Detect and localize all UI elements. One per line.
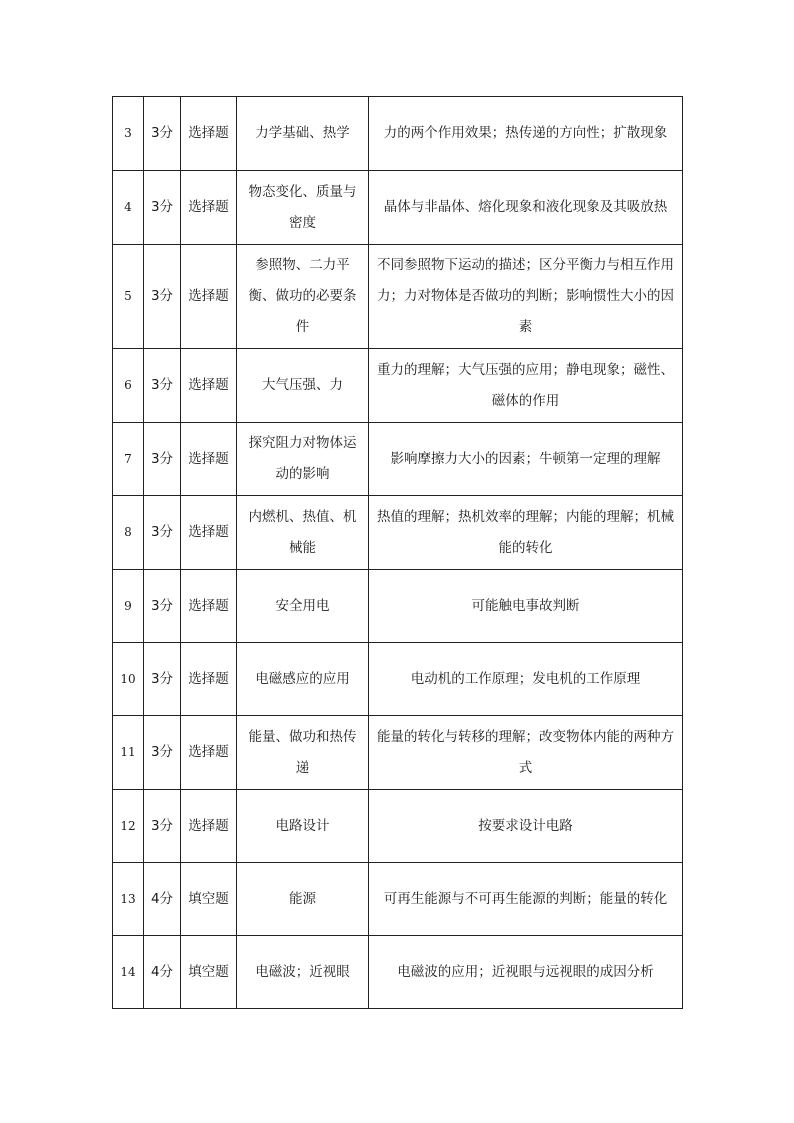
table-row: [113, 349, 683, 423]
question-score: 4分: [144, 863, 181, 936]
question-number: 11: [113, 716, 144, 790]
question-number: 13: [113, 863, 144, 936]
question-number: 12: [113, 790, 144, 863]
table-row: [113, 496, 683, 570]
assessment-points: 可再生能源与不可再生能源的判断；能量的转化: [369, 863, 683, 936]
question-number: 8: [113, 496, 144, 570]
question-number: 6: [113, 349, 144, 423]
knowledge-topic: 参照物、二力平衡、做功的必要条件: [237, 245, 369, 349]
table-row: [113, 423, 683, 496]
assessment-points: 可能触电事故判断: [369, 570, 683, 643]
assessment-points: 电磁波的应用；近视眼与远视眼的成因分析: [369, 936, 683, 1009]
assessment-points: 重力的理解；大气压强的应用；静电现象；磁性、磁体的作用: [369, 349, 683, 423]
question-type: 选择题: [181, 790, 237, 863]
question-type: 选择题: [181, 349, 237, 423]
question-type: 填空题: [181, 936, 237, 1009]
knowledge-topic: 安全用电: [237, 570, 369, 643]
question-number: 5: [113, 245, 144, 349]
assessment-points: 影响摩擦力大小的因素；牛顿第一定理的理解: [369, 423, 683, 496]
table-row: [113, 716, 683, 790]
question-number: 7: [113, 423, 144, 496]
knowledge-topic: 大气压强、力: [237, 349, 369, 423]
question-number: 14: [113, 936, 144, 1009]
knowledge-topic: 物态变化、质量与密度: [237, 171, 369, 245]
assessment-points: 电动机的工作原理；发电机的工作原理: [369, 643, 683, 716]
question-type: 选择题: [181, 643, 237, 716]
assessment-points: 力的两个作用效果；热传递的方向性；扩散现象: [369, 97, 683, 171]
question-number: 9: [113, 570, 144, 643]
knowledge-topic: 探究阻力对物体运动的影响: [237, 423, 369, 496]
assessment-points: 不同参照物下运动的描述；区分平衡力与相互作用力；力对物体是否做功的判断；影响惯性大小的因素: [369, 245, 683, 349]
table-row: [113, 936, 683, 1009]
question-type: 选择题: [181, 496, 237, 570]
question-number: 3: [113, 97, 144, 171]
question-score: 3分: [144, 349, 181, 423]
knowledge-topic: 电磁感应的应用: [237, 643, 369, 716]
knowledge-topic: 能量、做功和热传递: [237, 716, 369, 790]
assessment-points: 能量的转化与转移的理解；改变物体内能的两种方式: [369, 716, 683, 790]
table-row: [113, 863, 683, 936]
question-score: 3分: [144, 570, 181, 643]
question-type: 选择题: [181, 171, 237, 245]
question-score: 3分: [144, 245, 181, 349]
question-type: 选择题: [181, 245, 237, 349]
knowledge-topic: 力学基础、热学: [237, 97, 369, 171]
table-row: [113, 643, 683, 716]
knowledge-topic: 内燃机、热值、机械能: [237, 496, 369, 570]
assessment-points: 晶体与非晶体、熔化现象和液化现象及其吸放热: [369, 171, 683, 245]
table-row: [113, 790, 683, 863]
question-type: 选择题: [181, 423, 237, 496]
question-score: 3分: [144, 716, 181, 790]
table-row: [113, 245, 683, 349]
table-row: [113, 171, 683, 245]
table-row: [113, 97, 683, 171]
table-row: [113, 570, 683, 643]
assessment-points: 热值的理解；热机效率的理解；内能的理解；机械能的转化: [369, 496, 683, 570]
question-type: 选择题: [181, 570, 237, 643]
assessment-points: 按要求设计电路: [369, 790, 683, 863]
question-score: 3分: [144, 97, 181, 171]
question-number: 10: [113, 643, 144, 716]
question-score: 3分: [144, 171, 181, 245]
knowledge-topic: 电路设计: [237, 790, 369, 863]
question-type: 填空题: [181, 863, 237, 936]
knowledge-topic: 能源: [237, 863, 369, 936]
question-score: 3分: [144, 496, 181, 570]
question-number: 4: [113, 171, 144, 245]
question-type: 选择题: [181, 97, 237, 171]
exam-analysis-table: [112, 96, 683, 1009]
question-score: 3分: [144, 790, 181, 863]
question-score: 3分: [144, 423, 181, 496]
question-type: 选择题: [181, 716, 237, 790]
question-score: 4分: [144, 936, 181, 1009]
question-score: 3分: [144, 643, 181, 716]
knowledge-topic: 电磁波；近视眼: [237, 936, 369, 1009]
